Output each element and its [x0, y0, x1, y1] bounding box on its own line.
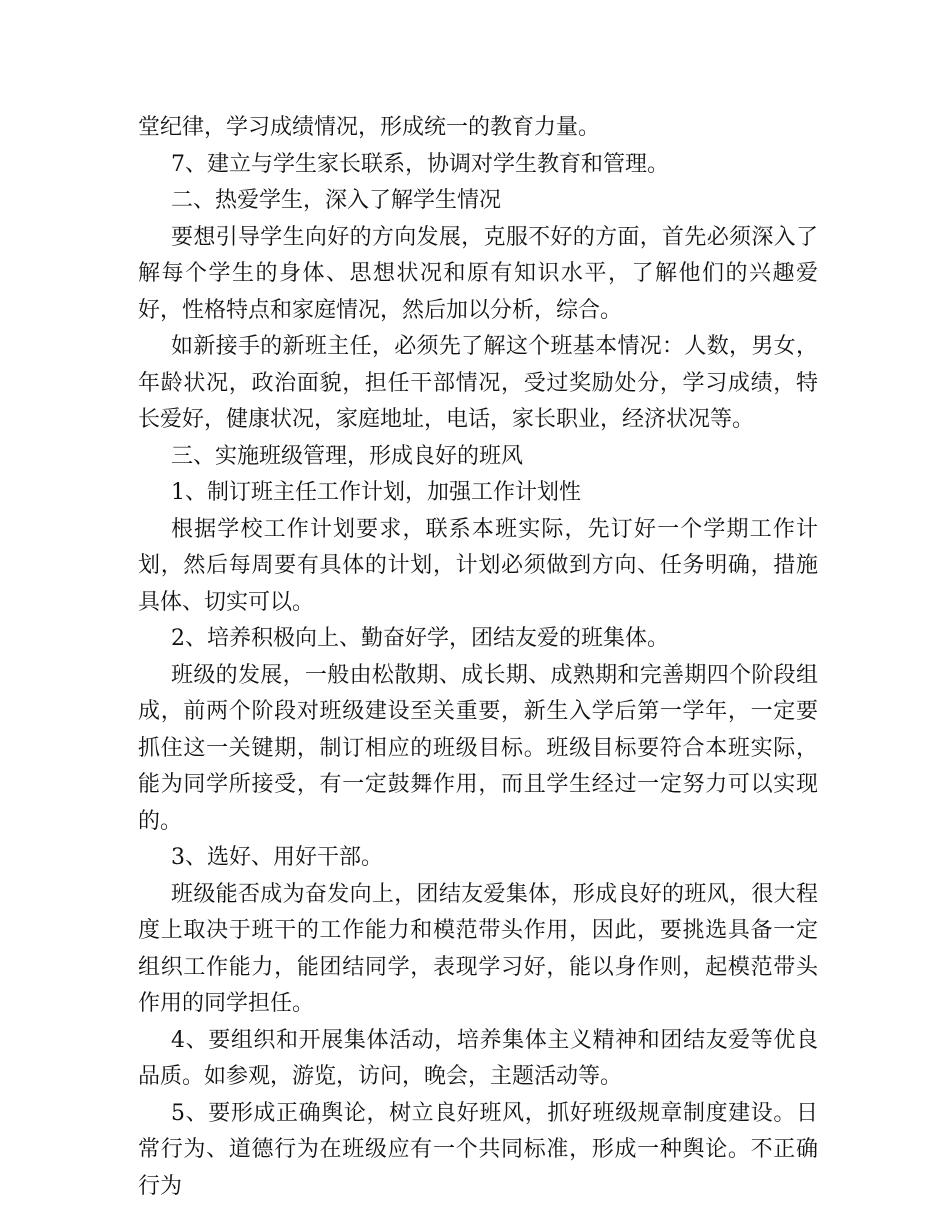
- section-heading-2: 二、热爱学生，深入了解学生情况: [171, 188, 502, 213]
- paragraph: 如新接手的新班主任，必须先了解这个班基本情况：人数，男女，年龄状况，政治面貌，担任干部情况，受过奖励处分，学习成绩，特长爱好，健康状况，家庭地址，电话，家长职业，经济状况等。: [138, 334, 818, 432]
- paragraph: 根据学校工作计划要求，联系本班实际，先订好一个学期工作计划，然后每周要有具体的计划，计划必须做到方向、任务明确，措施具体、切实可以。: [138, 516, 818, 615]
- paragraph: 要想引导学生向好的方向发展，克服不好的方面，首先必须深入了解每个学生的身体、思想状况和原有知识水平，了解他们的兴趣爱好，性格特点和家庭情况，然后加以分析，综合。: [138, 224, 818, 323]
- list-item-7: 7、建立与学生家长联系，协调对学生教育和管理。: [171, 151, 669, 177]
- subheading-2: 2、培养积极向上、勤奋好学，团结友爱的班集体。: [171, 626, 669, 651]
- subheading-4: 4、要组织和开展集体活动，培养集体主义精神和团结友爱等优良品质。如参观，游览，访问，晚会，主题活动等。: [138, 1027, 818, 1089]
- paragraph: 堂纪律，学习成绩情况，形成统一的教育力量。: [138, 115, 601, 140]
- section-heading-3: 三、实施班级管理，形成良好的班风: [171, 443, 524, 469]
- subheading-5: 5、要形成正确舆论，树立良好班风，抓好班级规章制度建设。日常行为、道德行为在班级应有一个共同标准，形成一种舆论。不正确行为: [138, 1100, 818, 1199]
- paragraph: 班级能否成为奋发向上，团结友爱集体，形成良好的班风，很大程度上取决于班干的工作能力和模范带头作用，因此，要挑选具备一定组织工作能力，能团结同学，表现学习好，能以身作则，起模范带头作用的同学担任。: [138, 881, 818, 1016]
- paragraph: 班级的发展，一般由松散期、成长期、成熟期和完善期四个阶段组成，前两个阶段对班级建设至关重要，新生入学后第一学年，一定要抓住这一关键期，制订相应的班级目标。班级目标要符合本班实际，能为同学所接受，有一定鼓舞作用，而且学生经过一定努力可以实现的。: [138, 662, 818, 834]
- subheading-3: 3、选好、用好干部。: [171, 845, 383, 870]
- document-body: [138, 110, 818, 1205]
- subheading-1: 1、制订班主任工作计划，加强工作计划性: [171, 480, 581, 505]
